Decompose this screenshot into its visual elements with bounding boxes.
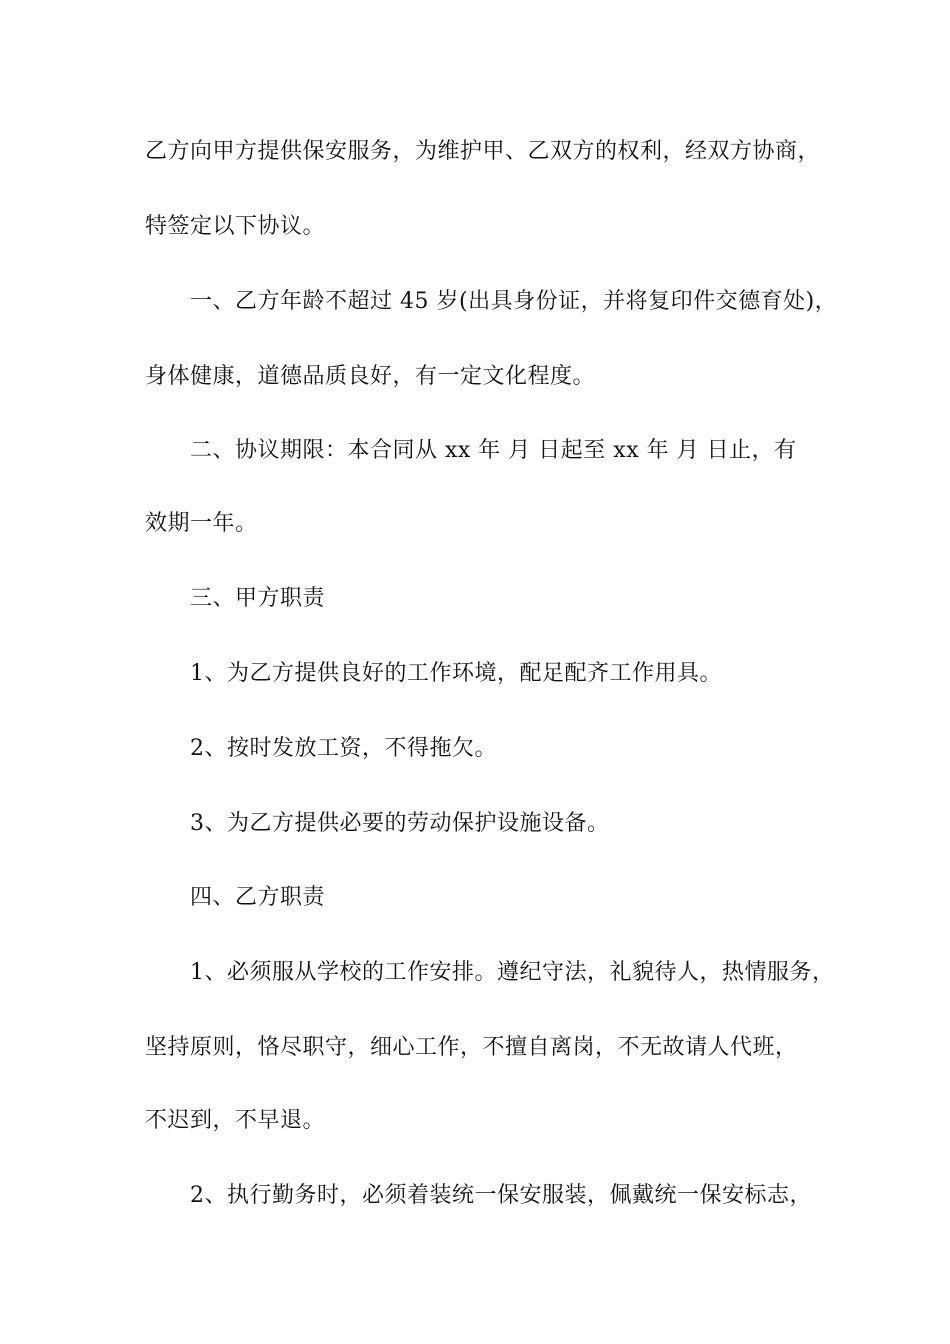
text-line: 坚持原则，恪尽职守，细心工作，不擅自离岗，不无故请人代班， bbox=[145, 1035, 798, 1060]
text-line: 特签定以下协议。 bbox=[145, 214, 326, 239]
text-line: 2、按时发放工资，不得拖欠。 bbox=[190, 736, 497, 761]
section-heading: 三、甲方职责 bbox=[190, 586, 326, 611]
text-line: 1、必须服从学校的工作安排。遵纪守法，礼貌待人，热情服务， bbox=[190, 960, 835, 985]
section-heading: 四、乙方职责 bbox=[190, 885, 326, 910]
text-line: 不迟到，不早退。 bbox=[145, 1108, 326, 1133]
text-line: 2、执行勤务时，必须着装统一保安服装，佩戴统一保安标志， bbox=[190, 1183, 812, 1208]
text-line: 二、协议期限：本合同从 xx 年 月 日起至 xx 年 月 日止，有 bbox=[190, 438, 797, 463]
text-line: 一、乙方年龄不超过 45 岁(出具身份证，并将复印件交德育处)， bbox=[190, 289, 838, 314]
text-line: 效期一年。 bbox=[145, 511, 258, 536]
text-line: 乙方向甲方提供保安服务，为维护甲、乙双方的权利，经双方协商， bbox=[145, 139, 821, 164]
text-line: 身体健康，道德品质良好，有一定文化程度。 bbox=[145, 364, 596, 389]
text-line: 3、为乙方提供必要的劳动保护设施设备。 bbox=[190, 811, 610, 836]
text-line: 1、为乙方提供良好的工作环境，配足配齐工作用具。 bbox=[190, 661, 722, 686]
